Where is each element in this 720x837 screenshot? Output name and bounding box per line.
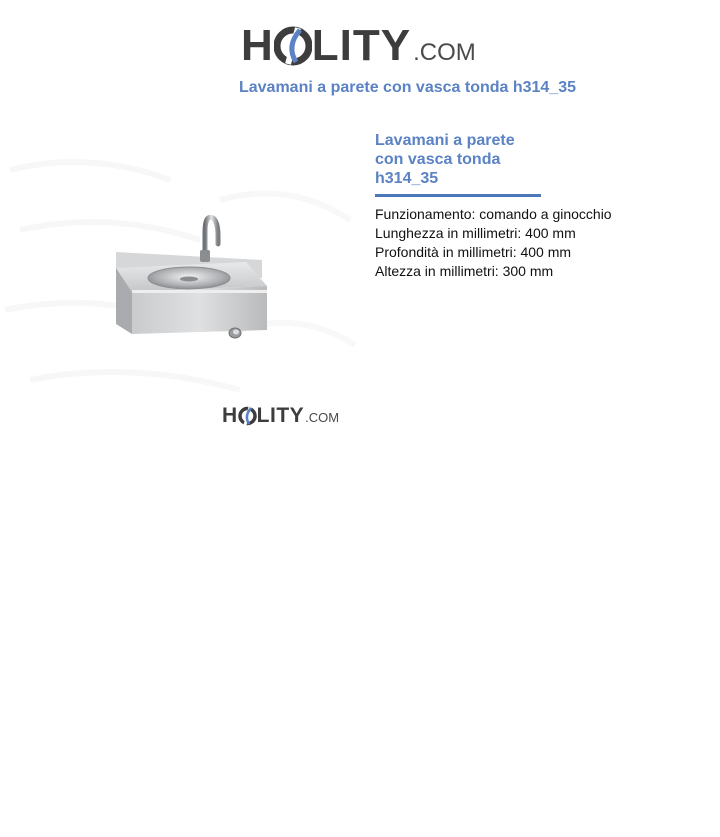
product-specs <box>375 205 715 281</box>
spec-line: Altezza in millimetri: 300 mm <box>375 263 554 279</box>
watermark-suffix: .COM <box>305 410 340 425</box>
holity-logo[interactable] <box>241 12 481 68</box>
product-title <box>375 131 575 188</box>
watermark-letter-h: H <box>222 404 238 427</box>
page-title: Lavamani a parete con vasca tonda h314_35 <box>238 79 577 96</box>
product-title-line: Lavamani a parete <box>375 132 515 149</box>
watermark-logo <box>222 403 339 427</box>
title-divider <box>375 194 541 197</box>
watermark-o-mark-icon <box>238 405 257 427</box>
watermark-letters-lity: LITY <box>256 404 305 427</box>
logo-suffix: .COM <box>413 39 476 66</box>
logo-o-mark-icon <box>274 24 312 68</box>
spec-line: Profondità in millimetri: 400 mm <box>375 244 572 260</box>
product-title-line: h314_35 <box>375 170 439 187</box>
logo-letter-h: H <box>241 21 274 70</box>
product-title-line: con vasca tonda <box>375 151 501 168</box>
spec-line: Funzionamento: comando a ginocchio <box>375 206 612 222</box>
spec-line: Lunghezza in millimetri: 400 mm <box>375 225 576 241</box>
logo-letters-lity: LITY <box>311 21 412 70</box>
